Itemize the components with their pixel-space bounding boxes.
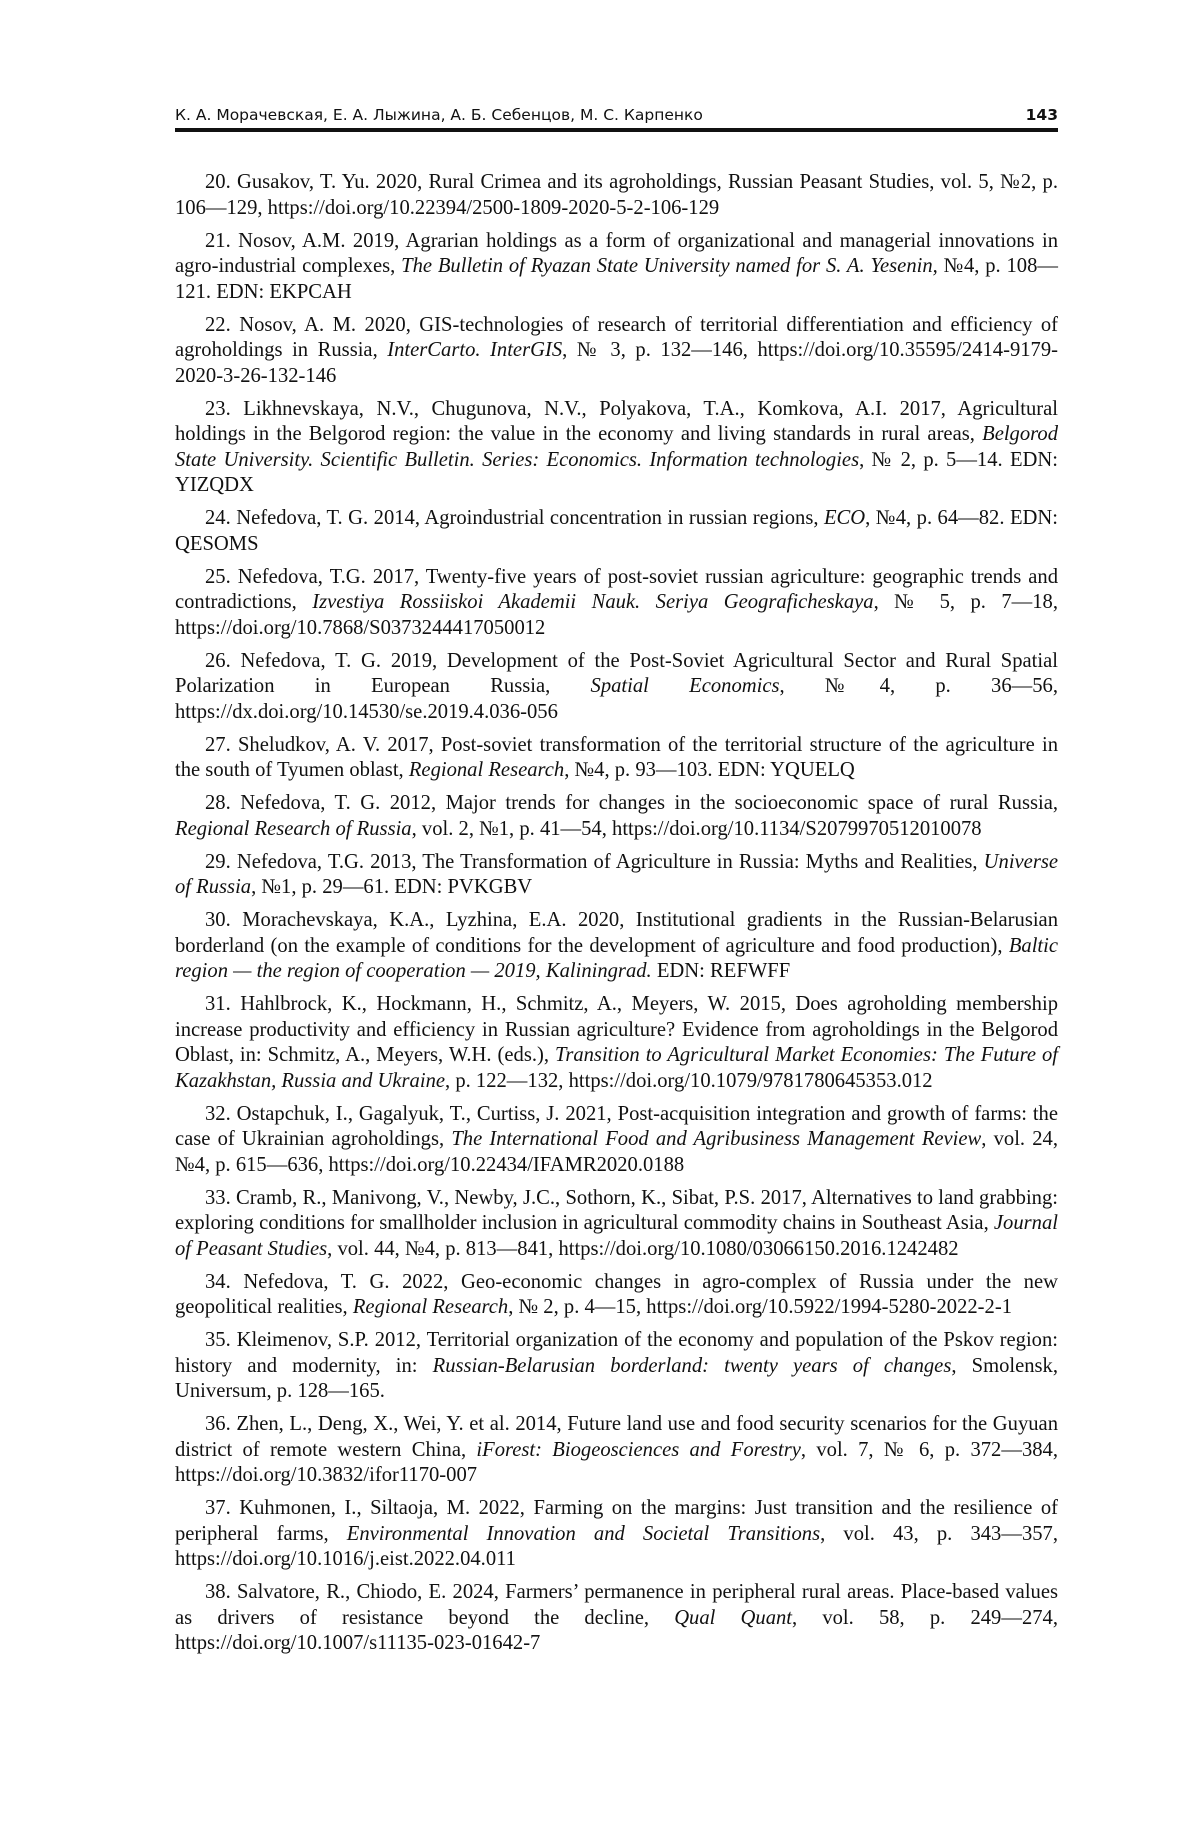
- reference-item: [175, 397, 1058, 499]
- reference-item: [175, 649, 1058, 726]
- reference-source-title: ECO: [823, 507, 866, 529]
- reference-source-title: The Bulletin of Ryazan State University named for S. A. Yesenin,: [401, 255, 938, 277]
- reference-number: 26.: [205, 649, 231, 672]
- reference-number: 35.: [205, 1329, 231, 1351]
- reference-source-title: Regional Research: [408, 759, 565, 781]
- reference-text: EDN: REFWFF: [651, 960, 791, 982]
- reference-text: , №1, p. 29—61. EDN: PVKGBV: [251, 876, 533, 898]
- reference-text: Hahlbrock, K., Hockmann, H., Schmitz, A., Meyers, W. 2015, Does agroholding membership increase productivity and efficiency in Russian agriculture? Evidence from agroholdings in the Belgorod Oblast, in: Schmitz, A., Meyers, W.H. (eds.),: [175, 993, 1058, 1066]
- reference-number: 25.: [205, 565, 231, 588]
- reference-text: Nosov, A. M. 2020, GIS-technologies of research of territorial differentiation and efficiency of agroholdings in Russia,: [175, 313, 1058, 361]
- header-rule: [175, 128, 1058, 132]
- reference-text: , № 3, p. 132—146, https://doi.org/10.35595/2414-9179-2020-3-26-132-146: [175, 339, 1058, 387]
- header-authors: К. А. Морачевская, Е. А. Лыжина, А. Б. Себенцов, М. С. Карпенко: [175, 106, 703, 124]
- reference-number: 33.: [205, 1186, 231, 1209]
- reference-text: , № 2, p. 4—15, https://doi.org/10.5922/1994-5280-2022-2-1: [508, 1296, 1012, 1318]
- reference-item: [175, 850, 1058, 901]
- reference-text: , vol. 24, №4, p. 615—636, https://doi.org/10.22434/IFAMR2020.0188: [175, 1128, 1058, 1176]
- reference-item: [175, 565, 1058, 642]
- reference-source-title: Universe of Russia: [175, 850, 1058, 898]
- reference-text: Nefedova, T.G. 2013, The Transformation of Agriculture in Russia: Myths and Realities,: [236, 850, 984, 873]
- reference-number: 29.: [205, 850, 231, 873]
- page-number: 143: [1025, 106, 1058, 124]
- reference-number: 32.: [205, 1102, 231, 1125]
- reference-text: Salvatore, R., Chiodo, E. 2024, Farmers’ permanence in peripheral rural areas. Place-based values as drivers of resistance beyond the decline,: [175, 1581, 1058, 1629]
- reference-item: [175, 313, 1058, 390]
- reference-number: 28.: [205, 792, 231, 814]
- reference-source-title: Regional Research of Russia: [175, 817, 412, 840]
- reference-source-title: Spatial Economics: [590, 675, 780, 697]
- reference-text: Ostapchuk, I., Gagalyuk, T., Curtiss, J. 2021, Post-acquisition integration and growth of farms: the case of Ukrainian agroholdings,: [175, 1102, 1058, 1150]
- reference-source-title: Baltic region — the region of cooperation — 2019, Kaliningrad.: [175, 934, 1058, 982]
- reference-number: 30.: [205, 909, 231, 931]
- reference-source-title: iForest: Biogeosciences and Forestry: [476, 1438, 801, 1461]
- reference-text: Nefedova, T. G. 2012, Major trends for changes in the socioeconomic space of rural Russia,: [240, 792, 1058, 814]
- reference-number: 21.: [205, 229, 231, 252]
- reference-number: 34.: [205, 1270, 231, 1293]
- reference-number: 20.: [205, 171, 231, 193]
- reference-number: 38.: [205, 1581, 231, 1603]
- reference-source-title: The International Food and Agribusiness Management Review: [451, 1128, 982, 1150]
- reference-text: Nefedova, T. G. 2019, Development of the Post-Soviet Agricultural Sector and Rural Spatial Polarization in European Russia,: [175, 649, 1058, 697]
- reference-text: , vol. 2, №1, p. 41—54, https://doi.org/10.1134/S2079970512010078: [411, 817, 982, 840]
- reference-item: [175, 1412, 1058, 1489]
- reference-text: Nefedova, T.G. 2017, Twenty-five years of post-soviet russian agriculture: geographic trends and contradictions,: [175, 565, 1058, 613]
- reference-text: Nosov, A.M. 2019, Agrarian holdings as a form of organizational and managerial innovations in agro-industrial complexes,: [175, 229, 1058, 277]
- reference-list: [175, 170, 1058, 1664]
- reference-text: , vol. 7, № 6, p. 372—384, https://doi.org/10.3832/ifor1170-007: [175, 1438, 1058, 1486]
- reference-number: 37.: [205, 1497, 231, 1519]
- reference-item: [175, 506, 1058, 557]
- reference-text: , № 5, p. 7—18, https://doi.org/10.7868/S0373244417050012: [175, 591, 1058, 639]
- reference-item: [175, 1186, 1058, 1263]
- reference-text: Morachevskaya, K.A., Lyzhina, E.A. 2020, Institutional gradients in the Russian-Belarusian borderland (on the example of conditions for the development of agriculture and food production),: [175, 909, 1058, 957]
- reference-item: [175, 1270, 1058, 1321]
- reference-source-title: Journal of Peasant Studies: [175, 1212, 1058, 1260]
- reference-number: 24.: [205, 507, 231, 529]
- reference-text: Likhnevskaya, N.V., Chugunova, N.V., Polyakova, T.A., Komkova, A.I. 2017, Agricultural holdings in the Belgorod region: the value in the economy and living standards in rural areas,: [175, 397, 1058, 445]
- reference-source-title: Transition to Agricultural Market Economies: The Future of Kazakhstan, Russia and Ukraine: [175, 1044, 1058, 1092]
- reference-text: , Smolensk, Universum, p. 128—165.: [175, 1354, 1059, 1402]
- reference-item: [175, 1580, 1058, 1657]
- reference-text: Zhen, L., Deng, X., Wei, Y. et al. 2014, Future land use and food security scenarios for the Guyuan district of remote western China,: [175, 1413, 1058, 1461]
- reference-number: 31.: [205, 993, 231, 1015]
- reference-item: [175, 733, 1058, 784]
- reference-text: , №4, p. 36—56, https://dx.doi.org/10.14530/se.2019.4.036-056: [175, 675, 1058, 723]
- reference-source-title: Belgorod State University. Scientific Bulletin. Series: Economics. Information technologies: [175, 423, 1058, 471]
- reference-source-title: Russian-Belarusian borderland: twenty years of changes: [432, 1354, 952, 1377]
- reference-text: Kuhmonen, I., Siltaoja, M. 2022, Farming on the margins: Just transition and the resilience of peripheral farms,: [175, 1497, 1058, 1545]
- reference-source-title: Regional Research: [352, 1296, 509, 1318]
- reference-number: 22.: [205, 313, 231, 336]
- reference-item: [175, 229, 1058, 306]
- reference-item: [175, 1328, 1058, 1405]
- reference-text: Gusakov, T. Yu. 2020, Rural Crimea and its agroholdings, Russian Peasant Studies, vol. 5, №2, p. 106—129, https://doi.org/10.22394/2500-1809-2020-5-2-106-129: [175, 171, 1059, 219]
- reference-item: [175, 791, 1058, 842]
- reference-text: , p. 122—132, https://doi.org/10.1079/9781780645353.012: [445, 1069, 933, 1092]
- reference-text: , №4, p. 93—103. EDN: YQUELQ: [564, 759, 855, 781]
- reference-source-title: InterCarto. InterGIS: [387, 339, 563, 361]
- reference-item: [175, 1102, 1058, 1179]
- reference-item: [175, 170, 1058, 221]
- reference-text: , № 2, p. 5—14. EDN: YIZQDX: [175, 448, 1059, 496]
- reference-number: 23.: [205, 397, 231, 420]
- reference-text: , vol. 43, p. 343—357, https://doi.org/10.1016/j.eist.2022.04.011: [175, 1522, 1058, 1570]
- reference-source-title: Izvestiya Rossiiskoi Akademii Nauk. Seriya Geograficheskaya: [312, 591, 874, 613]
- reference-text: №4, p. 108—121. EDN: EKPCAH: [175, 255, 1058, 303]
- reference-item: [175, 992, 1058, 1094]
- reference-item: [175, 908, 1058, 985]
- reference-number: 27.: [205, 733, 231, 756]
- reference-text: Cramb, R., Manivong, V., Newby, J.C., Sothorn, K., Sibat, P.S. 2017, Alternatives to land grabbing: exploring conditions for smallholder inclusion in agricultural commodity chains in Southeast Asia,: [175, 1186, 1058, 1234]
- reference-text: Sheludkov, A. V. 2017, Post-soviet transformation of the territorial structure of the agriculture in the south of Tyumen oblast,: [175, 733, 1058, 781]
- running-header: [175, 98, 1058, 124]
- reference-text: Nefedova, T. G. 2022, Geo-economic changes in agro-complex of Russia under the new geopolitical realities,: [175, 1270, 1058, 1318]
- reference-text: , vol. 44, №4, p. 813—841, https://doi.org/10.1080/03066150.2016.1242482: [327, 1237, 959, 1260]
- reference-number: 36.: [205, 1413, 231, 1435]
- reference-text: Nefedova, T. G. 2014, Agroindustrial concentration in russian regions,: [236, 507, 824, 529]
- reference-source-title: Qual Quant: [674, 1606, 793, 1629]
- reference-item: [175, 1496, 1058, 1573]
- reference-source-title: Environmental Innovation and Societal Transitions: [346, 1522, 821, 1545]
- reference-text: , vol. 58, p. 249—274, https://doi.org/10.1007/s11135-023-01642-7: [175, 1606, 1058, 1654]
- reference-text: , №4, p. 64—82. EDN: QESOMS: [175, 507, 1058, 555]
- reference-text: Kleimenov, S.P. 2012, Territorial organization of the economy and population of the Pskov region: history and modernity, in:: [175, 1329, 1058, 1377]
